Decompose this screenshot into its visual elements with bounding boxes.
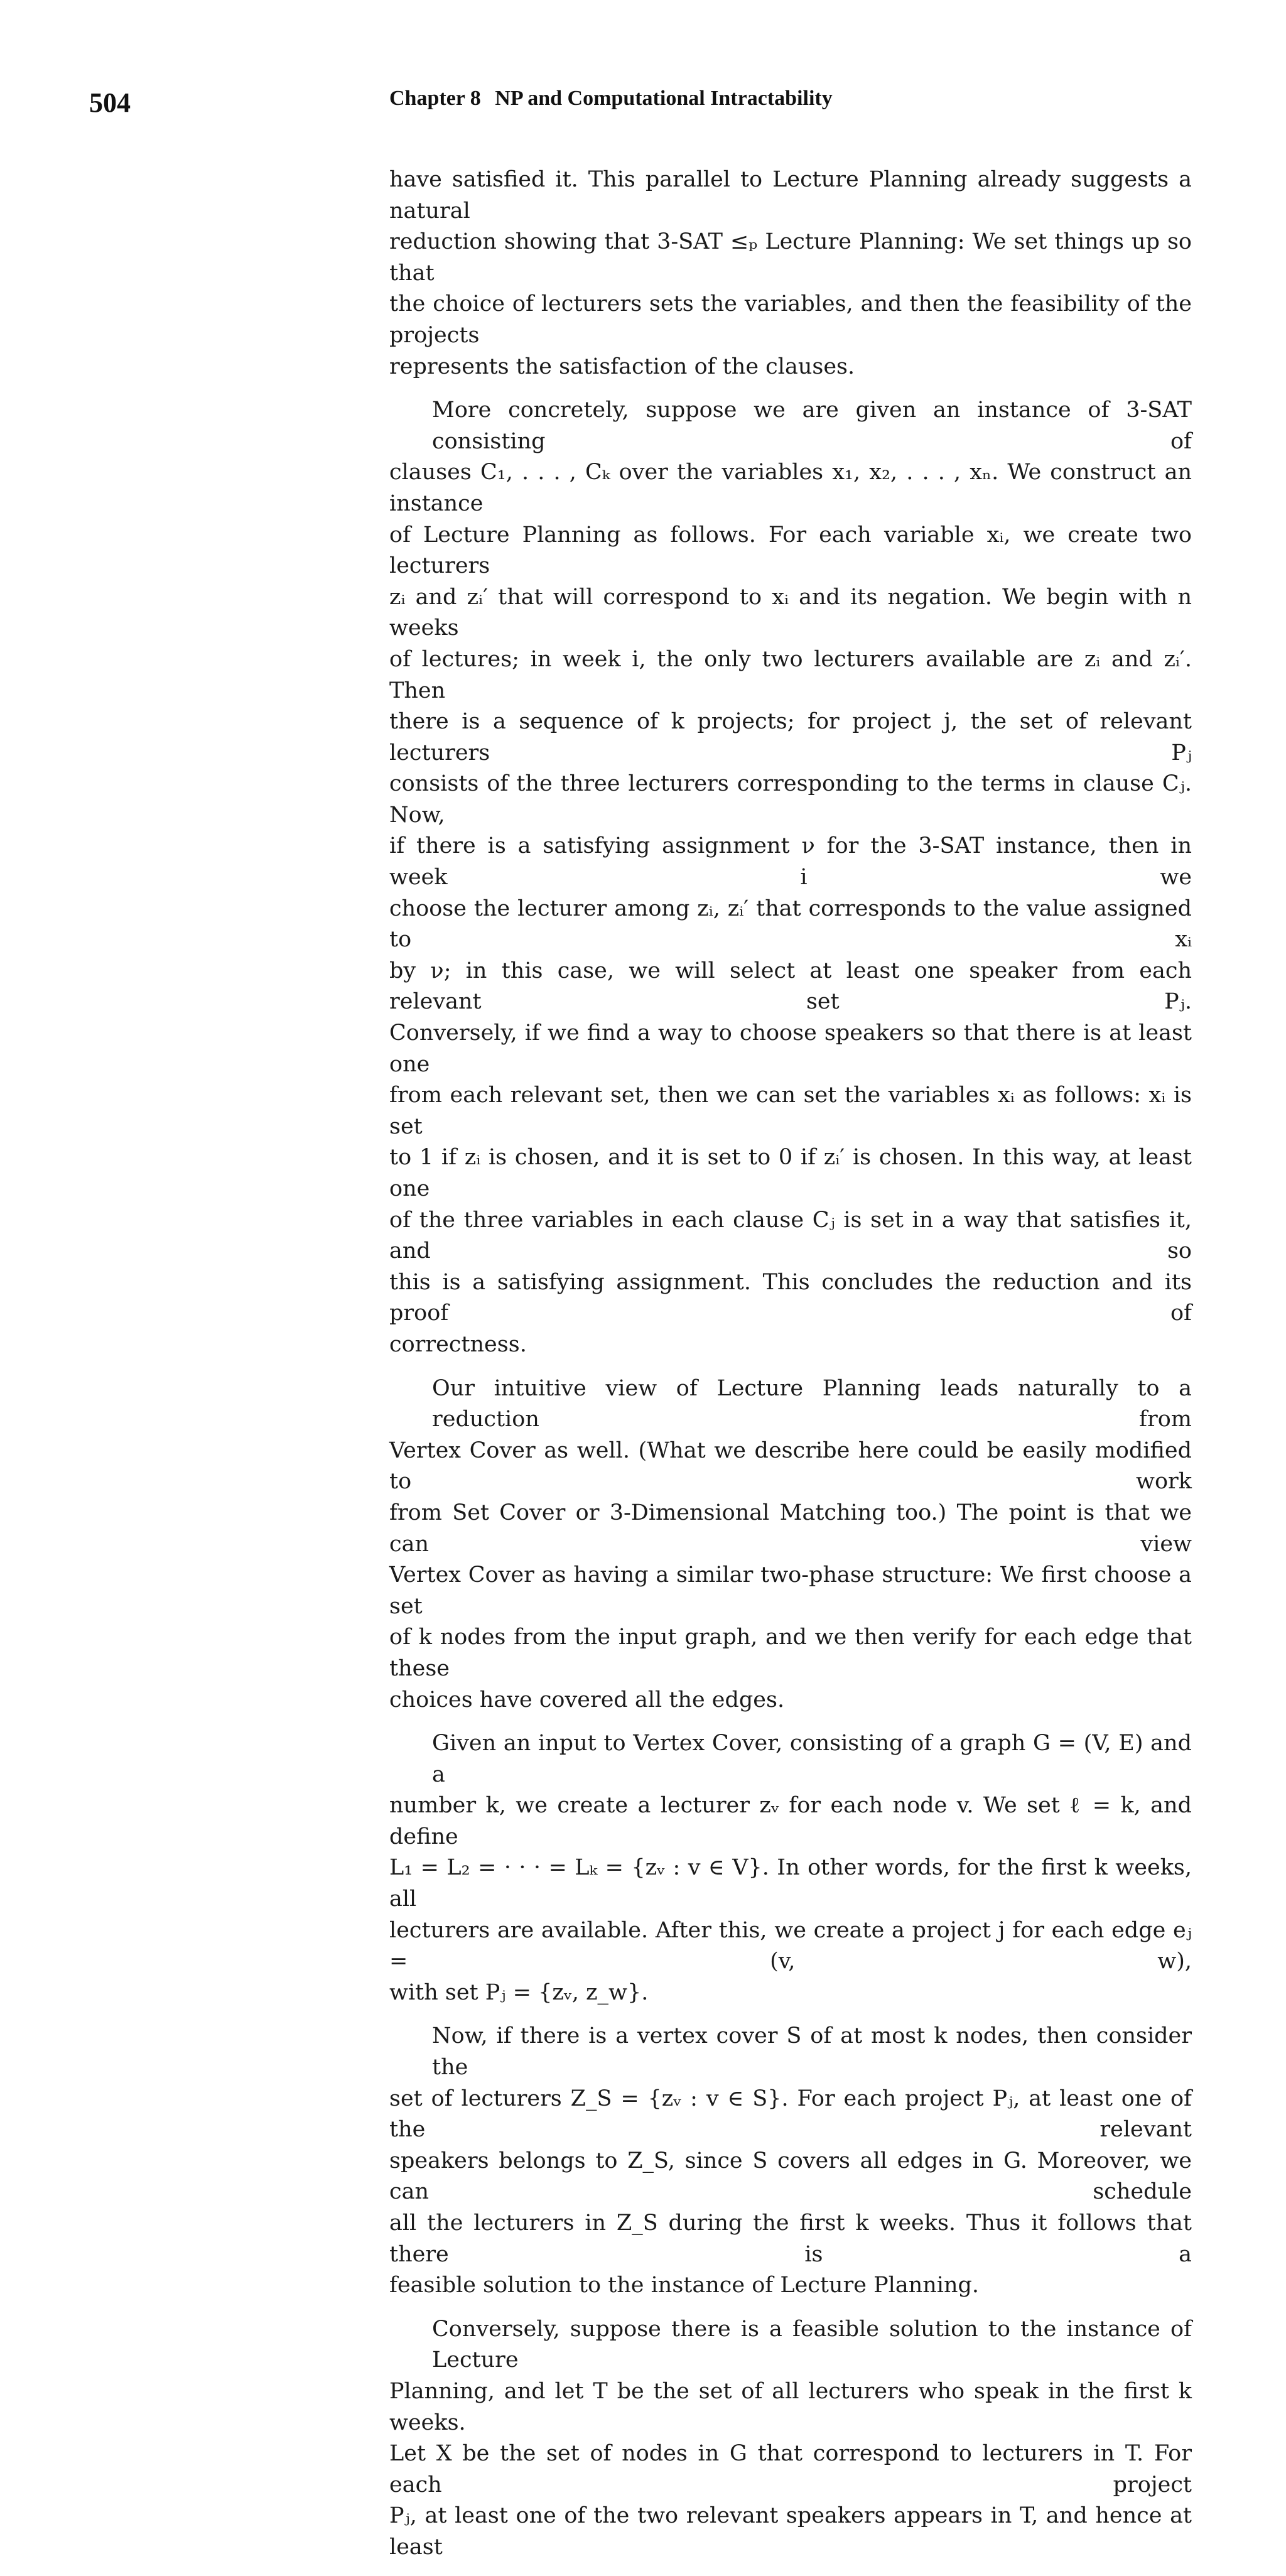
text-line: Now, if there is a vertex cover S of at most k nodes, then consider the [432,2023,1192,2081]
text-line: Our intuitive view of Lecture Planning leads naturally to a reduction from [432,1375,1192,1432]
text-line: there is a sequence of k projects; for project j, the set of relevant lecturers Pⱼ [389,709,1192,766]
paragraph-2 [389,395,1192,1360]
text-line: Conversely, if we find a way to choose speakers so that there is at least one [389,1020,1192,1077]
text-line: with set Pⱼ = {zᵥ, z_w}. [389,1979,649,2005]
text-line: choices have covered all the edges. [389,1687,785,1713]
text-line: speakers belongs to Z_S, since S covers all edges in G. Moreover, we can schedule [389,2148,1192,2205]
text-line: feasible solution to the instance of Lecture Planning. [389,2273,980,2298]
text-line: if there is a satisfying assignment ν for the 3-SAT instance, then in week i we [389,833,1192,890]
text-line: Vertex Cover as having a similar two-phase structure: We first choose a set [389,1562,1192,1619]
text-line: Vertex Cover as well. (What we describe here could be easily modified to work [389,1437,1192,1495]
paragraph-5 [389,2021,1192,2301]
text-line: clauses C₁, . . . , Cₖ over the variables x₁, x₂, . . . , xₙ. We construct an instance [389,460,1192,516]
text-line: of the three variables in each clause Cⱼ is set in a way that satisfies it, and so [389,1207,1192,1264]
text-line: of lectures; in week i, the only two lecturers available are zᵢ and zᵢ′. Then [389,646,1192,703]
text-line: set of lecturers Z_S = {zᵥ : v ∈ S}. For each project Pⱼ, at least one of the relevant [389,2086,1192,2143]
paragraph-1 [389,165,1192,382]
text-line: all the lecturers in Z_S during the first k weeks. Thus it follows that there is a [389,2211,1192,2267]
text-line: number k, we create a lecturer zᵥ for each node v. We set ℓ = k, and define [389,1793,1192,1849]
text-line: of k nodes from the input graph, and we then verify for each edge that these [389,1625,1192,1681]
text-line: from each relevant set, then we can set the variables xᵢ as follows: xᵢ is set [389,1083,1192,1139]
text-line: to 1 if zᵢ is chosen, and it is set to 0 if zᵢ′ is chosen. In this way, at least one [389,1145,1192,1201]
text-line: Let X be the set of nodes in G that correspond to lecturers in T. For each project [389,2441,1192,2498]
text-line: represents the satisfaction of the clauses. [389,354,855,379]
text-line: the choice of lecturers sets the variables, and then the feasibility of the projects [389,291,1192,348]
text-line: have satisfied it. This parallel to Lecture Planning already suggests a natural [389,167,1192,224]
text-line: from Set Cover or 3-Dimensional Matching too.) The point is that we can view [389,1500,1192,1557]
chapter-label: Chapter 8 [389,87,481,110]
running-head [389,87,833,111]
body-text [389,165,1192,2576]
text-line: choose the lecturer among zᵢ, zᵢ′ that corresponds to the value assigned to xᵢ [389,896,1192,953]
text-line: More concretely, suppose we are given an instance of 3-SAT consisting of [432,398,1192,454]
text-line: Pⱼ, at least one of the two relevant speakers appears in T, and hence at least [389,2503,1192,2560]
text-line: by ν; in this case, we will select at least one speaker from each relevant set Pⱼ. [389,958,1192,1015]
text-line: Conversely, suppose there is a feasible solution to the instance of Lecture [432,2316,1192,2373]
paragraph-3 [389,1373,1192,1716]
paragraph-6 [389,2314,1192,2563]
text-line: zᵢ and zᵢ′ that will correspond to xᵢ and its negation. We begin with n weeks [389,584,1192,641]
text-line: L₁ = L₂ = · · · = Lₖ = {zᵥ : v ∈ V}. In other words, for the first k weeks, all [389,1855,1192,1912]
text-line: reduction showing that 3-SAT ≤ₚ Lecture Planning: We set things up so that [389,229,1192,286]
paragraph-4 [389,1728,1192,2008]
text-line: this is a satisfying assignment. This concludes the reduction and its proof of [389,1269,1192,1326]
text-line: consists of the three lecturers corresponding to the terms in clause Cⱼ. Now, [389,771,1192,828]
text-line: Planning, and let T be the set of all lecturers who speak in the first k weeks. [389,2378,1192,2435]
text-line: of Lecture Planning as follows. For each variable xᵢ, we create two lecturers [389,522,1192,579]
text-line: Given an input to Vertex Cover, consisting of a graph G = (V, E) and a [432,1731,1192,1787]
page-number: 504 [89,87,131,118]
text-line: lecturers are available. After this, we create a project j for each edge eⱼ = (v, w), [389,1917,1192,1974]
chapter-title: NP and Computational Intractability [495,87,833,110]
text-line: correctness. [389,1331,527,1357]
